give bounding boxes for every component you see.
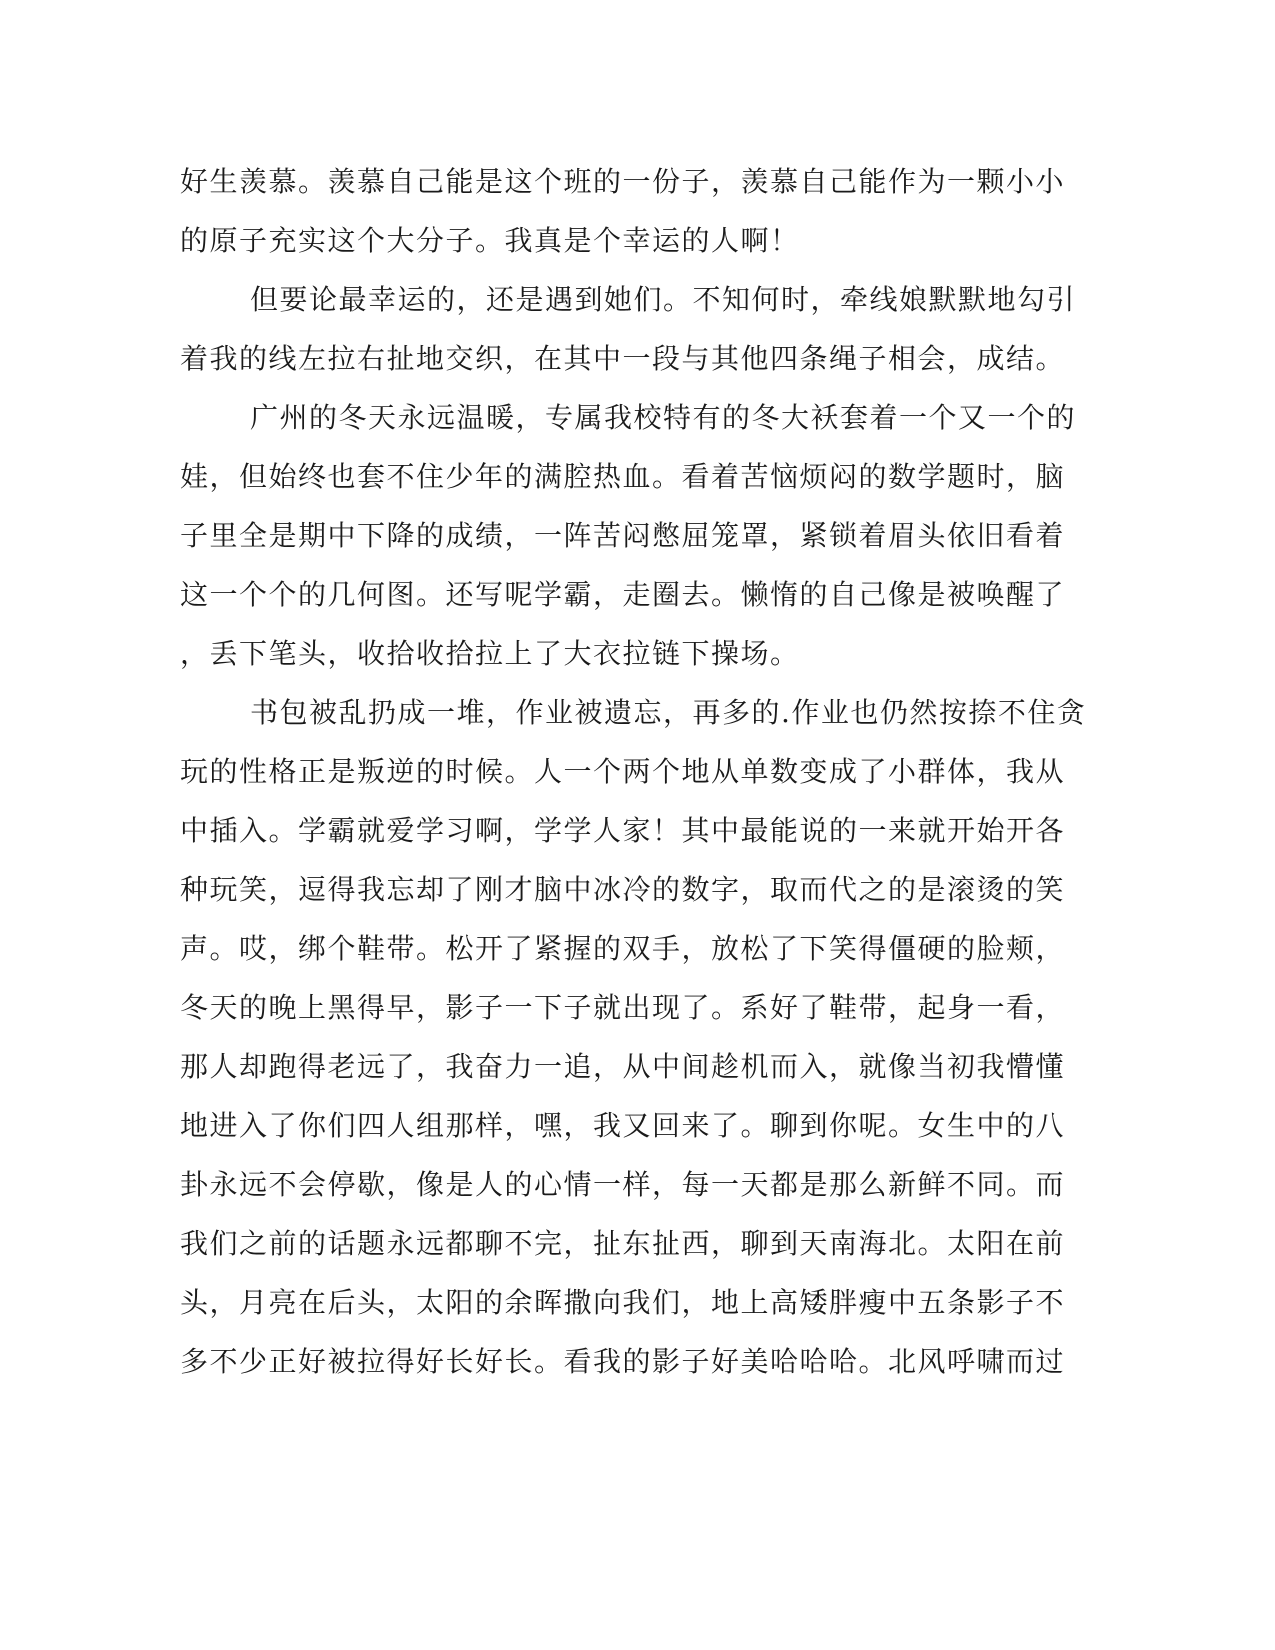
text-line: 地进入了你们四人组那样，嘿，我又回来了。聊到你呢。女生中的八 [180,1109,1066,1142]
paragraph-first-line: 广州的冬天永远温暖，专属我校特有的冬大袄套着一个又一个的 [250,401,1077,434]
text-line: 声。哎，绑个鞋带。松开了紧握的双手，放松了下笑得僵硬的脸颊， [180,932,1066,965]
text-line: 头，月亮在后头，太阳的余晖撒向我们，地上高矮胖瘦中五条影子不 [180,1286,1066,1319]
text-line: 着我的线左拉右扯地交织，在其中一段与其他四条绳子相会，成结。 [180,342,1066,375]
text-line: 卦永远不会停歇，像是人的心情一样，每一天都是那么新鲜不同。而 [180,1168,1066,1201]
text-line: ，丢下笔头，收拾收拾拉上了大衣拉链下操场。 [180,637,800,670]
text-line: 的原子充实这个大分子。我真是个幸运的人啊！ [180,224,800,257]
text-line: 中插入。学霸就爱学习啊，学学人家！其中最能说的一来就开始开各 [180,814,1066,847]
text-line: 种玩笑，逗得我忘却了刚才脑中冰冷的数字，取而代之的是滚烫的笑 [180,873,1066,906]
text-line: 冬天的晚上黑得早，影子一下子就出现了。系好了鞋带，起身一看， [180,991,1066,1024]
paragraph-first-line: 但要论最幸运的，还是遇到她们。不知何时，牵线娘默默地勾引 [250,283,1077,316]
text-line: 娃，但始终也套不住少年的满腔热血。看着苦恼烦闷的数学题时，脑 [180,460,1066,493]
text-line: 子里全是期中下降的成绩，一阵苦闷憋屈笼罩，紧锁着眉头依旧看着 [180,519,1066,552]
text-line: 玩的性格正是叛逆的时候。人一个两个地从单数变成了小群体，我从 [180,755,1066,788]
text-line: 好生羡慕。羡慕自己能是这个班的一份子，羡慕自己能作为一颗小小 [180,165,1066,198]
text-line: 这一个个的几何图。还写呢学霸，走圈去。懒惰的自己像是被唤醒了 [180,578,1066,611]
text-line: 我们之前的话题永远都聊不完，扯东扯西，聊到天南海北。太阳在前 [180,1227,1066,1260]
text-line: 那人却跑得老远了，我奋力一追，从中间趁机而入，就像当初我懵懂 [180,1050,1066,1083]
text-line: 多不少正好被拉得好长好长。看我的影子好美哈哈哈。北风呼啸而过 [180,1345,1066,1378]
paragraph-first-line: 书包被乱扔成一堆，作业被遗忘，再多的.作业也仍然按捺不住贪 [250,696,1087,729]
